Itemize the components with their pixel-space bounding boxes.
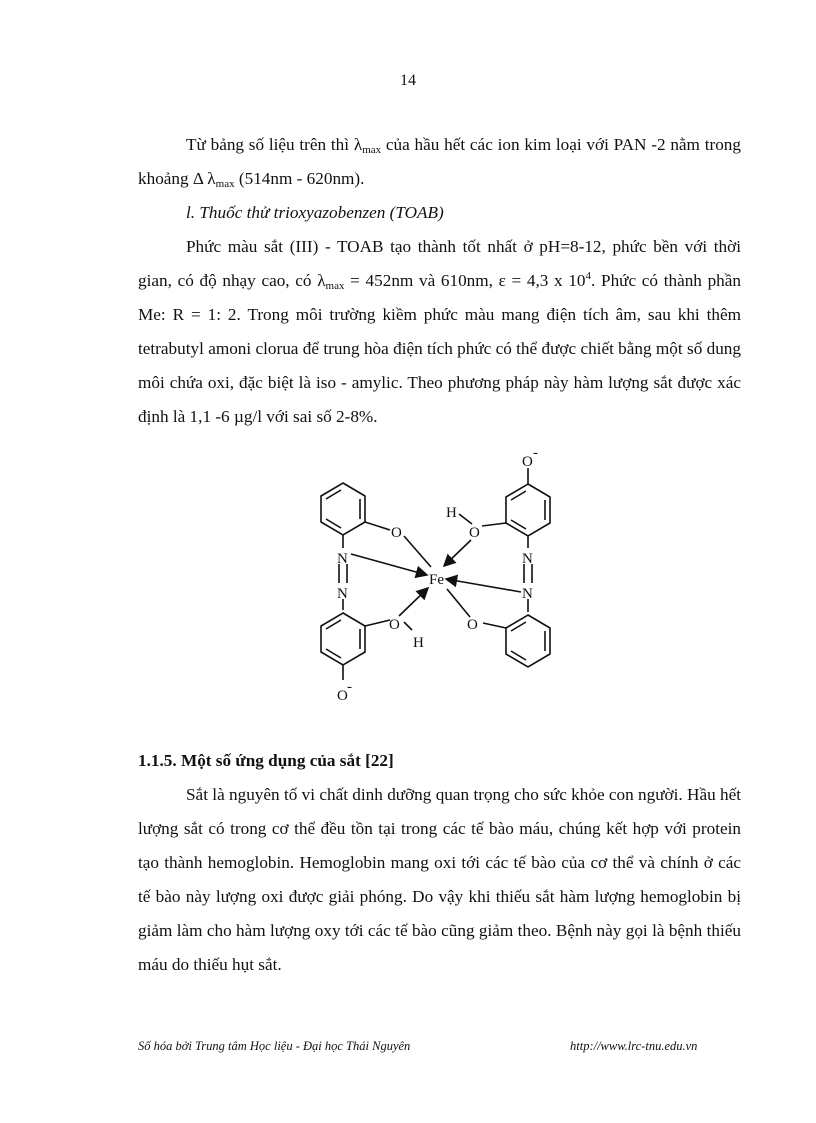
fe-toab-complex-structure	[300, 446, 560, 716]
nitrogen-label: N	[337, 586, 348, 602]
lambda-symbol: λ	[207, 169, 216, 188]
nitrogen-label: N	[522, 586, 533, 602]
oxygen-label: O	[522, 454, 533, 470]
paragraph-2: Phức màu sắt (III) - TOAB tạo thành tốt nhất ở pH=8-12, phức bền với thời gian, có độ nhạy cao, có $\lambda_{max} = 452nm$ và 610nm, ε = 4,3 x $10^4$. Phức có thành phần Me: R = 1: 2. Trong môi trường kiềm phức màu mang điện tích âm, sau khi thêm tetrabutyl amoni clorua để trung hòa điện tích phức có thể được chiết bằng một số dung môi chứa oxi, đặc biệt là iso - amylic. Theo phương pháp này hàm lượng sắt được xác định là 1,1 -6 µg/l với sai số 2-8%.	[138, 237, 741, 426]
nitrogen-label: N	[522, 551, 533, 567]
lambda-symbol: λ	[353, 135, 363, 154]
page-number: 14	[400, 72, 416, 89]
hydrogen-label: H	[413, 635, 424, 651]
footer-url: http://www.lrc-tnu.edu.vn	[570, 1039, 698, 1053]
oxygen-label: O	[467, 617, 478, 633]
paragraph-1: Từ bảng số liệu trên thì $\lambda_{max}$ của hầu hết các ion kim loại với PAN -2 nằm trong khoảng Δ $\lambda_{max}$ (514nm - 620nm).	[138, 135, 741, 190]
lambda-symbol: λ	[317, 271, 326, 290]
hydrogen-label: H	[446, 505, 457, 521]
oxygen-label: O	[389, 617, 400, 633]
oxygen-label: O	[337, 688, 348, 704]
oxygen-label: O	[391, 525, 402, 541]
paragraph-3: Sắt là nguyên tố vi chất dinh dưỡng quan trọng cho sức khỏe con người. Hầu hết lượng sắt có trong cơ thể đều tồn tại trong các tế bào máu, chúng kết hợp với protein tạo thành hemoglobin. Hemoglobin mang oxi tới các tế bào của cơ thể và chính ở các tế bào này lượng oxi được giải phóng. Do vậy khi thiếu sắt hàm lượng hemoglobin bị giảm làm cho hàm lượng oxy tới các tế bào cũng giảm theo. Bệnh này gọi là bệnh thiếu máu do thiếu hụt sắt.	[138, 785, 741, 974]
footer-source: Số hóa bởi Trung tâm Học liệu - Đại học Thái Nguyên	[138, 1039, 411, 1053]
section-heading-1-1-5: 1.1.5. Một số ứng dụng của sắt [22]	[138, 751, 394, 770]
oxygen-label: O	[469, 525, 480, 541]
minus-sign: -	[347, 679, 352, 695]
subheading-toab: l. Thuốc thử trioxyazobenzen (TOAB)	[186, 203, 444, 222]
fe-atom-label: Fe	[429, 572, 444, 588]
minus-sign: -	[533, 446, 538, 461]
nitrogen-label: N	[337, 551, 348, 567]
